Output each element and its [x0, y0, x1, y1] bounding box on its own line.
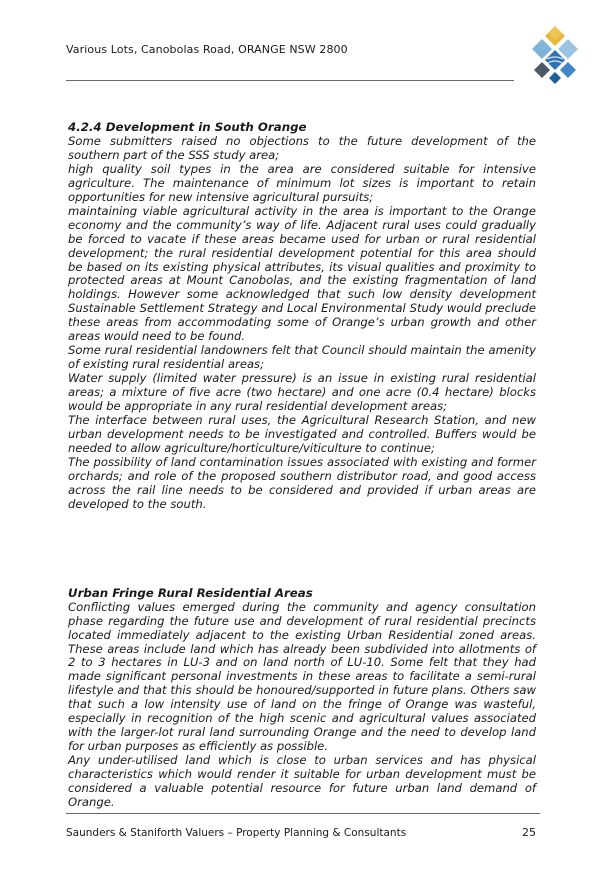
section-urban-fringe: [68, 587, 536, 810]
footer-divider: [66, 813, 540, 814]
header-divider: [66, 80, 514, 81]
paragraph: high quality soil types in the area are considered suitable for intensive agriculture. The maintenance of minimum lot sizes is important to retain opportunities for new intensive agricultural pursuits;: [68, 161, 536, 204]
paragraph: maintaining viable agricultural activity in the area is important to the Orange economy and the community’s way of life. Adjacent rural uses could gradually be forced to vacate if these areas became used for urban or rural residential development; the rural residential development potential for this area should be based on its existing physical attributes, its visual qualities and proximity to protected areas at Mount Canobolas, and the existing fragmentation of land holdings. However some acknowledged that such low density development Sustainable Settlement Strategy and Local Environmental Study would preclude these areas from accommodating some of Orange’s urban growth and other areas would need to be found.: [68, 203, 536, 344]
paragraph: The possibility of land contamination issues associated with existing and former orchards; and role of the proposed southern distributor road, and good access across the rail line needs to be considered and provided if urban areas are developed to the south.: [68, 454, 536, 511]
paragraph: Water supply (limited water pressure) is an issue in existing rural residential areas; a mixture of five acre (two hectare) and one acre (0.4 hectare) blocks would be appropriate in any rural residential development areas;: [68, 371, 536, 414]
paragraph: Some submitters raised no objections to the future development of the southern part of the SSS study area;: [68, 133, 536, 162]
paragraph: Some rural residential landowners felt that Council should maintain the amenity of existing rural residential areas;: [68, 343, 536, 372]
paragraph: Any under-utilised land which is close to urban services and has physical characteristics which would render it suitable for urban development must be considered a valuable potential resource for future urban land demand of Orange.: [68, 753, 536, 809]
paragraph: Conflicting values emerged during the community and agency consultation phase regarding the future use and development of rural residential precincts located immediately adjacent to the existing Urban Residential zoned areas. These areas include land which has already been subdivided into allotments of 2 to 3 hectares in LU-3 and on land north of LU-10. Some felt that they had made significant personal investments in these areas to facilitate a semi-rural lifestyle and that this should be honoured/supported in future plans. Others saw that such a low intensity use of land on the fringe of Orange was wasteful, especially in recognition of the high scenic and agricultural values associated with the larger-lot rural land surrounding Orange and the need to develop land for urban purposes as efficiently as possible.: [68, 599, 536, 754]
footer-company: Saunders & Staniforth Valuers – Property Planning & Consultants: [66, 827, 407, 839]
diamond-logo-icon: [528, 26, 582, 84]
section-heading: Urban Fringe Rural Residential Areas: [68, 585, 313, 600]
page-number: 25: [522, 826, 536, 839]
section-development-south-orange: [68, 121, 536, 512]
paragraph: The interface between rural uses, the Agricultural Research Station, and new urban development needs to be investigated and controlled. Buffers would be needed to allow agriculture/horticulture/viticulture to continue;: [68, 413, 536, 455]
header-address: Various Lots, Canobolas Road, ORANGE NSW 2800: [66, 43, 348, 56]
document-body: [68, 121, 536, 810]
section-heading: 4.2.4 Development in South Orange: [68, 120, 307, 134]
